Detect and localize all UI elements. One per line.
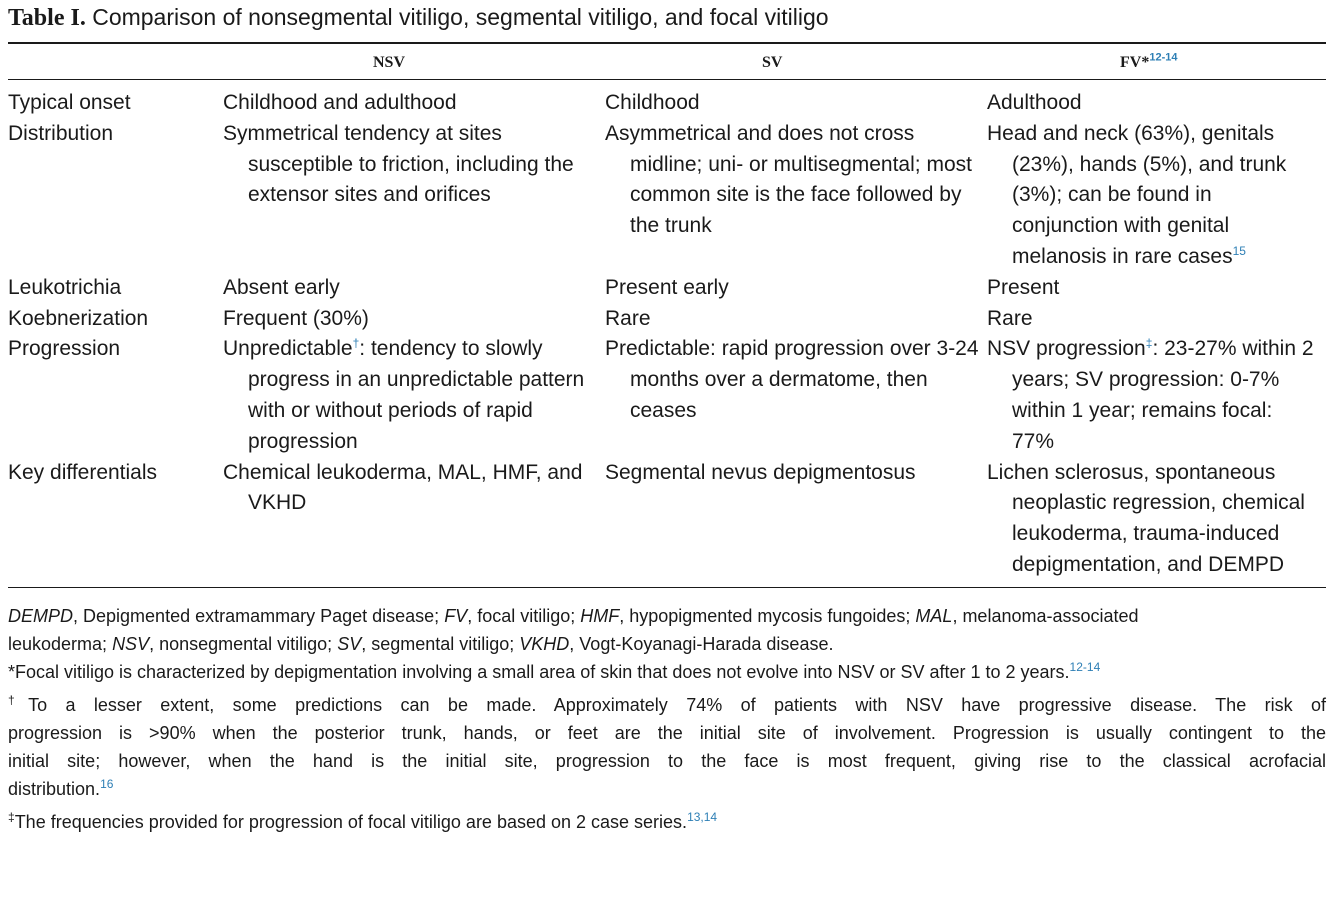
citation-ref: † [352,336,360,351]
table-row [8,88,1326,119]
cell-fv: Rare [987,306,1033,330]
header-rule [8,79,1326,80]
row-label: Progression [8,337,121,361]
cell-nsv: Unpredictable†: tendency to slowly progress in an unpredictable pattern with or without periods of rapid progression [223,336,585,453]
footnote-star: *Focal vitiligo is characterized by depigmentation involving a small area of skin that does not evolve into NSV or SV after 1 to 2 years.$^{12-14}$ [8,659,1101,682]
abbreviations-line-2: leukoderma; NSV, nonsegmental vitiligo; SV, segmental vitiligo; VKHD, Vogt-Koyanagi-Harada disease. [8,633,834,654]
cell-sv: Segmental nevus depigmentosus [605,460,916,484]
footnote-dagger-line-2: progression is >90% when the posterior trunk, hands, or feet are the initial site of involvement. Progression is usually contingent to the [8,722,1326,743]
cell-nsv: Frequent (30%) [223,306,369,330]
bottom-rule [8,587,1326,588]
cell-sv: Present early [605,275,729,299]
cell-fv: Lichen sclerosus, spontaneous neoplastic regression, chemical leukoderma, trauma-induced depigmentation, and DEMPD [987,460,1305,576]
table-row [8,304,1326,335]
row-label: Key differentials [8,460,158,484]
row-label: Koebnerization [8,306,149,330]
cell-fv: NSV progression‡: 23-27% within 2 years; SV progression: 0-7% within 1 year; remains focal: 77% [987,336,1314,453]
table-row [8,458,1326,581]
footnote-dagger-line-3: initial site; however, when the hand is the initial site, progression to the face is most frequent, giving rise to the classical acrofacial [8,750,1326,771]
cell-sv: Predictable: rapid progression over 3-24 months over a dermatome, then ceases [605,337,979,422]
cell-fv: Present [987,275,1060,299]
table-label: Table I. [8,5,86,31]
footnote-dagger-line-1: †To a lesser extent, some predictions can be made. Approximately 74% of patients with NSV have progressive disease. The risk of [8,692,1326,715]
table-row [8,119,1326,273]
comparison-table [8,88,1326,581]
citation-ref: 12-14 [1069,659,1101,674]
footnote-dagger-line-4: distribution.$^{16}$ [8,776,114,799]
citation-ref: 15 [1232,243,1246,258]
column-header-nsv: NSV [373,54,406,71]
column-header-sv: SV [762,54,783,71]
table-row [8,334,1326,457]
table-caption: Comparison of nonsegmental vitiligo, segmental vitiligo, and focal vitiligo [92,4,829,30]
row-label: Distribution [8,121,114,145]
cell-nsv: Chemical leukoderma, MAL, HMF, and VKHD [223,460,583,515]
cell-sv: Childhood [605,91,700,114]
citation-ref: 12-14 [1149,51,1178,64]
row-label: Typical onset [8,91,131,114]
citation-ref: 16 [100,776,114,791]
citation-ref: 13,14 [687,809,718,824]
column-header-fv: FV*$^{12-14}$ [1120,51,1178,71]
cell-fv: Adulthood [987,91,1082,114]
cell-sv: Asymmetrical and does not cross midline; uni- or multisegmental; most common site is the face followed by the trunk [605,121,972,238]
cell-nsv: Absent early [223,275,340,299]
table-figure [8,0,1326,836]
table-title [8,2,1326,33]
cell-nsv: Symmetrical tendency at sites susceptible to friction, including the extensor sites and orifices [223,121,574,207]
column-header-row [8,44,1326,79]
cell-fv: Head and neck (63%), genitals (23%), hands (5%), and trunk (3%); can be found in conjunction with genital melanosis in rare cases$^{15}$ [987,121,1287,268]
row-label: Leukotrichia [8,275,122,299]
citation-ref: ‡ [1145,336,1153,351]
abbreviations-line-1: DEMPD, Depigmented extramammary Paget disease; FV, focal vitiligo; HMF, hypopigmented mycosis fungoides; MAL, melanoma-associated [8,605,1139,626]
table-footnotes [8,602,1326,836]
cell-nsv: Childhood and adulthood [223,91,457,114]
cell-sv: Rare [605,306,651,330]
footnote-double-dagger: ‡The frequencies provided for progression of focal vitiligo are based on 2 case series.$^{13,14}$ [8,809,718,832]
table-row [8,273,1326,304]
